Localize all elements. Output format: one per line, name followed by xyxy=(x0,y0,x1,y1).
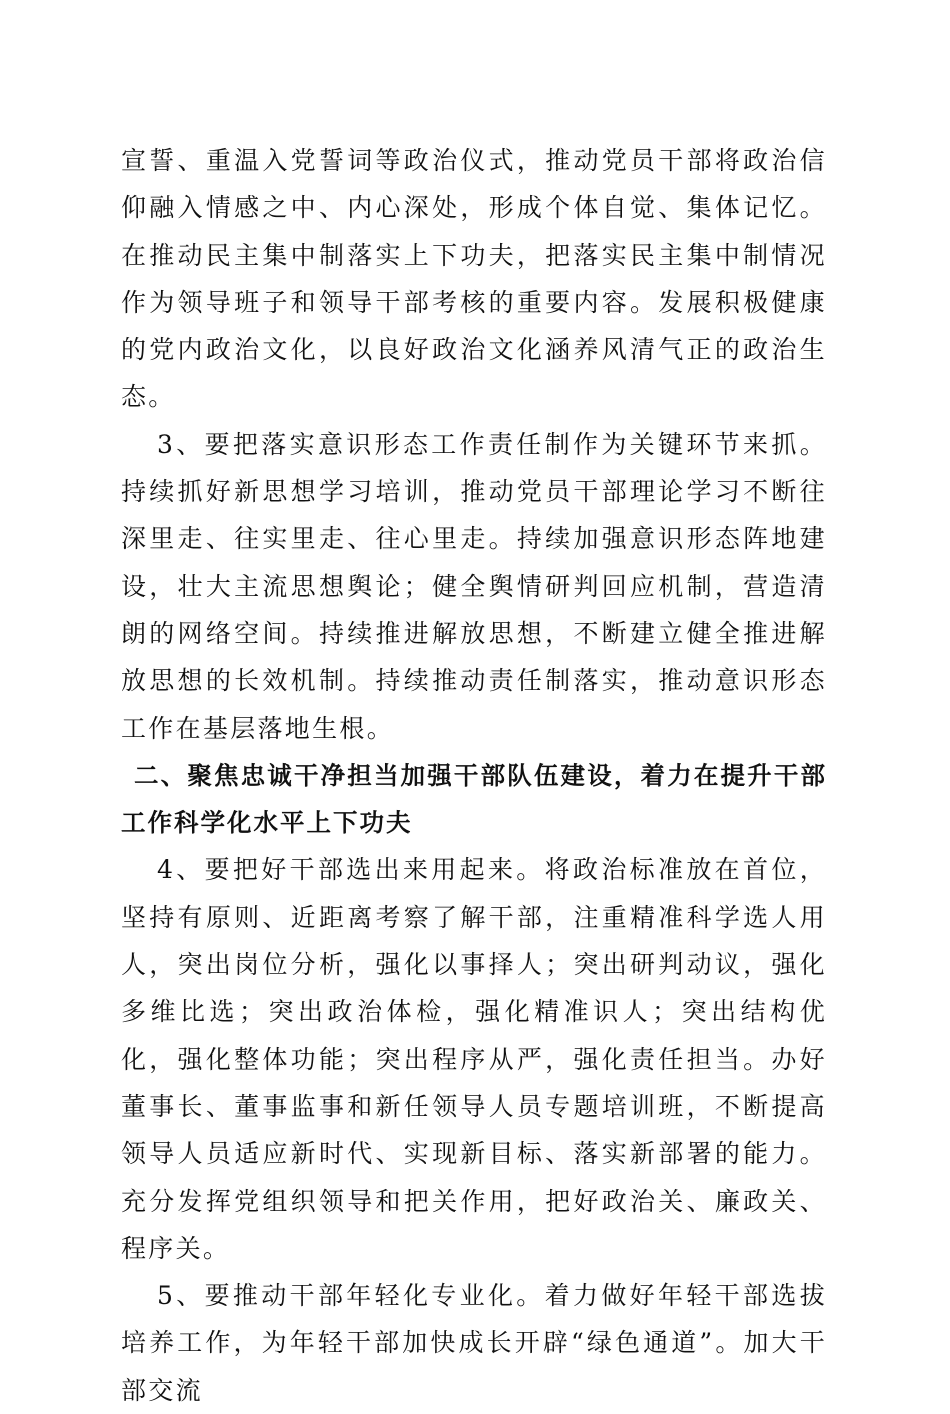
paragraph-4: 4、要把好干部选出来用起来。将政治标准放在首位，坚持有原则、近距离考察了解干部，注重精准科学选人用人，突出岗位分析，强化以事择人；突出研判动议，强化多维比选；突出政治体检，强化精准识人；突出结构优化，强化整体功能；突出程序从严，强化责任担当。办好董事长、董事监事和新任领导人员专题培训班，不断提高领导人员适应新时代、实现新目标、落实新部署的能力。充分发挥党组织领导和把关作用，把好政治关、廉政关、程序关。 xyxy=(121,855,827,1263)
section-heading-2: 二、聚焦忠诚干净担当加强干部队伍建设，着力在提升干部工作科学化水平上下功夫 xyxy=(121,760,827,838)
document-body xyxy=(121,137,827,1414)
paragraph-continuation: 宣誓、重温入党誓词等政治仪式，推动党员干部将政治信仰融入情感之中、内心深处，形成个体自觉、集体记忆。在推动民主集中制落实上下功夫，把落实民主集中制情况作为领导班子和领导干部考核的重要内容。发展积极健康的党内政治文化，以良好政治文化涵养风清气正的政治生态。 xyxy=(121,146,827,412)
paragraph-5: 5、要推动干部年轻化专业化。着力做好年轻干部选拔培养工作，为年轻干部加快成长开辟“绿色通道”。加大干部交流 xyxy=(121,1281,827,1405)
paragraph-3: 3、要把落实意识形态工作责任制作为关键环节来抓。持续抓好新思想学习培训，推动党员干部理论学习不断往深里走、往实里走、往心里走。持续加强意识形态阵地建设，壮大主流思想舆论；健全舆情研判回应机制，营造清朗的网络空间。持续推进解放思想，不断建立健全推进解放思想的长效机制。持续推动责任制落实，推动意识形态工作在基层落地生根。 xyxy=(121,429,827,743)
